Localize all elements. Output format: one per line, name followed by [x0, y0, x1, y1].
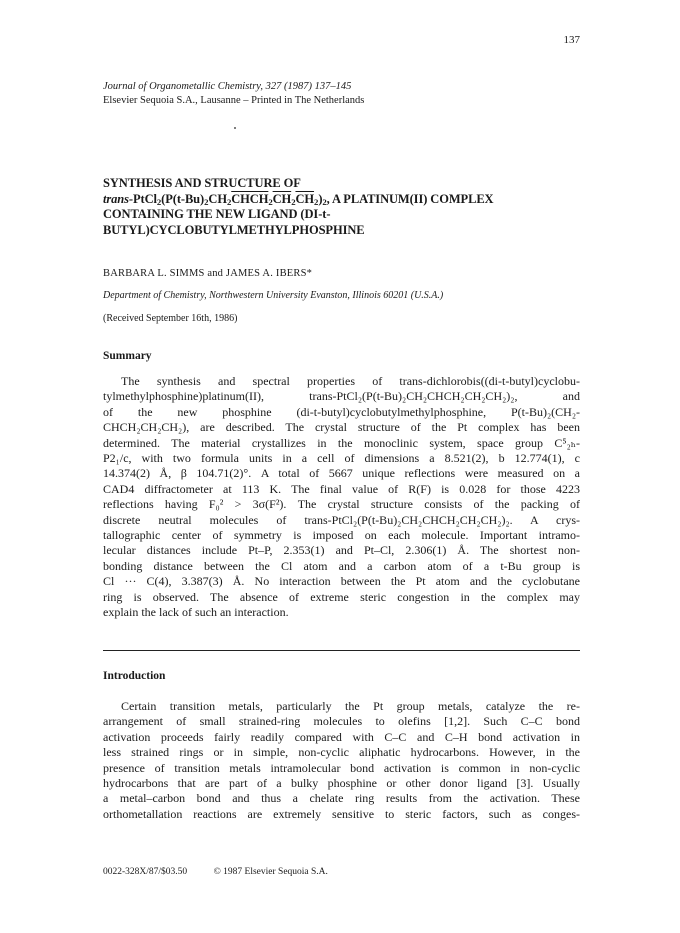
- affiliation: Department of Chemistry, Northwestern University Evanston, Illinois 60201 (U.S.A.): [103, 290, 444, 301]
- page-number: 137: [563, 34, 580, 46]
- received-date: (Received September 16th, 1986): [103, 313, 238, 324]
- summary-line: P2₁/c, with two formula units in a cell of dimensions a 8.521(2), b 12.774(1), c: [103, 451, 580, 466]
- introduction-body: [103, 699, 580, 822]
- journal-citation: Journal of Organometallic Chemistry, 327 (1987) 137–145: [103, 81, 352, 92]
- issn-price-code: 0022-328X/87/$03.50: [103, 867, 188, 877]
- summary-line: discrete neutral molecules of trans-PtCl₂(P(t-Bu)₂CH₂CHCH₂CH₂CH₂)₂. A crys-: [103, 512, 580, 527]
- introduction-heading: Introduction: [103, 670, 166, 682]
- section-divider: [103, 650, 580, 651]
- title-line-2: trans-$PtCl_2(P(t-Bu)_2CH_2CHCH_2\overline{CH}_2\overline{CH}_2)_2$, A PLATINUM(II) COMPLEX: [103, 191, 494, 207]
- journal-header: [103, 80, 364, 108]
- summary-line: explain the lack of such an interaction.: [103, 605, 289, 620]
- summary-line: determined. The material crystallizes in the monoclinic system, space group C⁵₂ₕ-: [103, 435, 580, 450]
- intro-line: hydrocarbons that are part of a bulky phosphine or other donor ligand [3]. Usually: [103, 776, 580, 791]
- summary-line: tylmethylphosphine)platinum(II), trans-PtCl₂(P(t-Bu)₂CH₂CHCH₂CH₂CH₂)₂, and: [103, 389, 580, 404]
- speck-mark: [234, 127, 236, 129]
- summary-heading: Summary: [103, 350, 152, 362]
- title-line-3: CONTAINING THE NEW LIGAND (DI-t-: [103, 207, 331, 221]
- summary-line: ring is observed. The absence of extreme steric congestion in the complex may: [103, 589, 580, 604]
- summary-line: CHCH₂CH₂CH₂), are described. The crystal structure of the Pt complex has been: [103, 420, 580, 435]
- summary-line: lecular distances include Pt–P, 2.353(1) and Pt–Cl, 2.306(1) Å. The shortest non-: [103, 543, 580, 558]
- publisher-line: Elsevier Sequoia S.A., Lausanne – Printed in The Netherlands: [103, 95, 365, 106]
- intro-line: presence of transition metals intramolecular bond activation is common in non-cyclic: [103, 760, 580, 775]
- title-line-1: SYNTHESIS AND STRUCTURE OF: [103, 176, 301, 190]
- intro-line: arrangement of small strained-ring molecules to olefins [1,2]. Such C–C bond: [103, 714, 580, 729]
- summary-line: The synthesis and spectral properties of trans-dichlorobis((di-t-butyl)cyclobu-: [121, 374, 580, 388]
- summary-line: reflections having F₀² > 3σ(F²). The crystal structure consists of the packing of: [103, 497, 580, 512]
- summary-body: [103, 374, 580, 621]
- copyright-notice: © 1987 Elsevier Sequoia S.A.: [213, 867, 328, 877]
- summary-line: tallographic center of symmetry is imposed on each molecule. Important intramo-: [103, 528, 580, 543]
- summary-line: CAD4 diffractometer at 113 K. The final value of R(F) is 0.028 for those 4223: [103, 481, 580, 496]
- intro-line: less strained rings or in simple, non-cyclic aliphatic hydrocarbons. However, in the: [103, 745, 580, 760]
- intro-line: orthometallation reactions are extremely sensitive to steric factors, such as conges-: [103, 806, 580, 821]
- page-footer: [103, 867, 352, 877]
- summary-line: Cl ··· C(4), 3.387(3) Å. No interaction between the Pt atom and the cyclobutane: [103, 574, 580, 589]
- authors: BARBARA L. SIMMS and JAMES A. IBERS*: [103, 268, 313, 279]
- summary-line: 14.374(2) Å, β 104.71(2)°. A total of 5667 unique reflections were measured on a: [103, 466, 580, 481]
- title-line-4: BUTYL)CYCLOBUTYLMETHYLPHOSPHINE: [103, 222, 365, 237]
- summary-line: of the new phosphine (di-t-butyl)cyclobutylmethylphosphine, P(t-Bu)₂(CH₂-: [103, 404, 580, 419]
- summary-line: bonding distance between the Cl atom and a carbon atom of a t-Bu group is: [103, 558, 580, 573]
- article-title: [103, 176, 583, 238]
- title-trans: trans: [103, 191, 129, 206]
- intro-line: activation proceeds fairly readily compared with C–C and C–H bond activation in: [103, 729, 580, 744]
- intro-line: a metal–carbon bond and thus a chelate ring results from the activation. These: [103, 791, 580, 806]
- intro-line: Certain transition metals, particularly the Pt group metals, catalyze the re-: [121, 699, 580, 713]
